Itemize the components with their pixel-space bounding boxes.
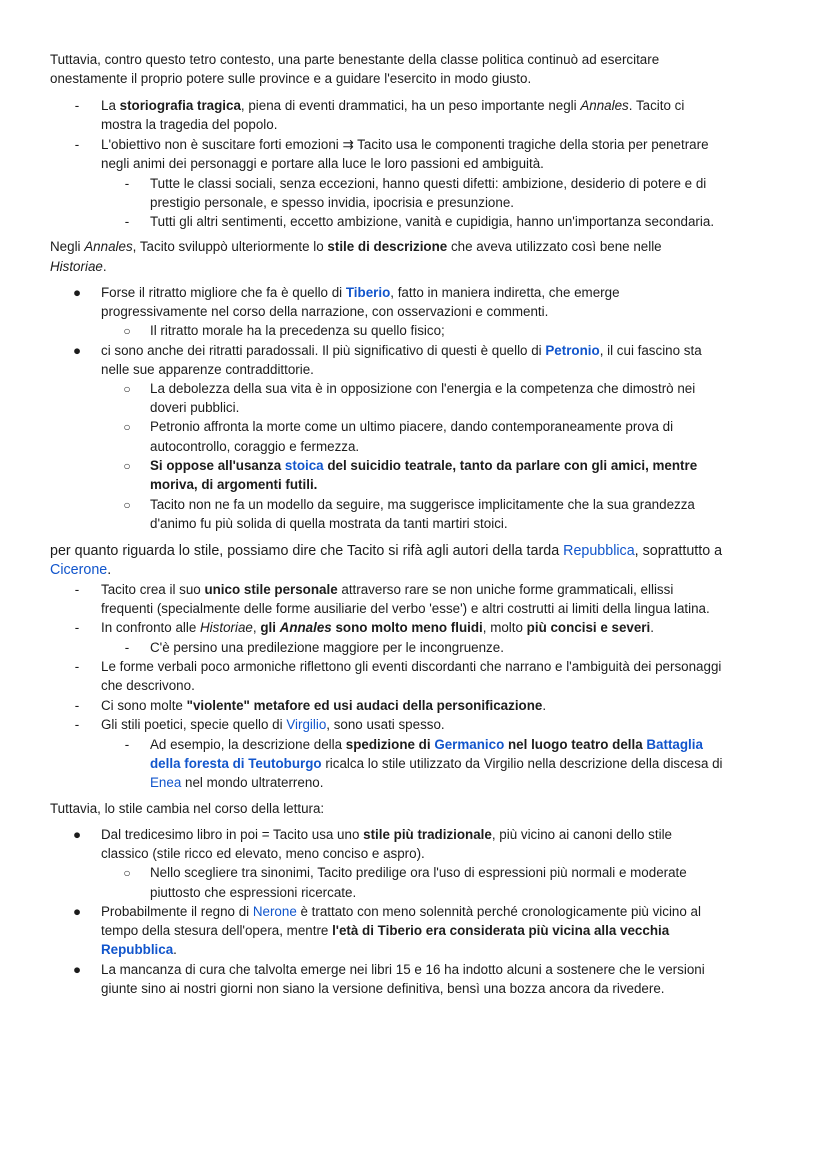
- bold-term: storiografia tragica: [119, 98, 241, 113]
- sub-list-item: Tacito non ne fa un modello da seguire, ma suggerisce implicitamente che la sua grandezza: [150, 497, 695, 512]
- circle-marker: ○: [123, 498, 131, 512]
- text-line: nelle sue apparenze contraddittorie.: [101, 362, 314, 377]
- cicerone-link[interactable]: Cicerone: [50, 562, 108, 578]
- germanico-link[interactable]: Germanico: [434, 737, 505, 752]
- battaglia-link[interactable]: Battaglia: [646, 737, 703, 752]
- list-item: L'obiettivo non è suscitare forti emozioni ⇉ Tacito usa le componenti tragiche della storia per penetrare: [101, 137, 709, 152]
- circle-marker: ○: [123, 866, 131, 880]
- bullet-marker: ●: [72, 343, 82, 358]
- circle-marker: ○: [123, 420, 131, 434]
- tiberio-link[interactable]: Tiberio: [345, 285, 391, 300]
- text-line: piuttosto che espressioni ricercate.: [150, 885, 357, 900]
- dash-marker: -: [74, 137, 80, 152]
- text-line: Historiae.: [50, 259, 107, 274]
- sub-list-item: Si oppose all'usanza stoica del suicidio teatrale, tanto da parlare con gli amici, mentre: [150, 458, 698, 473]
- dash-marker: -: [74, 698, 80, 713]
- bullet-marker: ●: [72, 904, 82, 919]
- text-line: Repubblica.: [101, 942, 177, 957]
- list-item: Gli stili poetici, specie quello di Virgilio, sono usati spesso.: [101, 717, 445, 732]
- bullet-marker: ●: [72, 285, 82, 300]
- sub-list-item: Petronio affronta la morte come un ultimo piacere, dando contemporaneamente prova di: [150, 419, 674, 434]
- bold-term: l'età di Tiberio era considerata più vicina alla vecchia: [332, 923, 670, 938]
- sub-list-item: Il ritratto morale ha la precedenza su quello fisico;: [150, 323, 445, 338]
- text-line: Enea nel mondo ultraterreno.: [150, 775, 324, 790]
- circle-marker: ○: [123, 459, 131, 473]
- italic-title: Annales: [279, 620, 332, 635]
- text-line: tempo della stesura dell'opera, mentre l'età di Tiberio era considerata più vicina alla vecchia: [101, 923, 670, 938]
- list-item: La storiografia tragica, piena di eventi drammatici, ha un peso importante negli Annales. Tacito ci: [101, 98, 685, 113]
- text-line: prestigio personale, e spesso invidia, ipocrisia e presunzione.: [150, 195, 514, 210]
- dash-marker: -: [74, 659, 80, 674]
- text-line: giunte sino ai nostri giorni non siano la versione definitiva, bensì una bozza ancora da rivedere.: [101, 981, 665, 996]
- italic-title: Historiae: [200, 620, 253, 635]
- repubblica-link[interactable]: Repubblica: [563, 543, 635, 559]
- sub-list-item: Ad esempio, la descrizione della spedizione di Germanico nel luogo teatro della Battaglia: [150, 737, 703, 752]
- bullet-marker: ●: [72, 827, 82, 842]
- text-line: per quanto riguarda lo stile, possiamo dire che Tacito si rifà agli autori della tarda Repubblica, soprattutto a: [50, 543, 723, 559]
- text-line: mostra la tragedia del popolo.: [101, 117, 278, 132]
- text-line: onestamente il proprio potere sulle province e a guidare l'esercito in modo giusto.: [50, 71, 532, 86]
- dash-marker: -: [74, 717, 80, 732]
- text-line: doveri pubblici.: [150, 400, 240, 415]
- text-line: Tuttavia, lo stile cambia nel corso della lettura:: [50, 801, 325, 816]
- sub-list-item: Tutti gli altri sentimenti, eccetto ambizione, vanità e cupidigia, hanno un'importanza secondaria.: [150, 214, 715, 229]
- dash-marker: -: [74, 620, 80, 635]
- list-item: Ci sono molte "violente" metafore ed usi audaci della personificazione.: [101, 698, 547, 713]
- italic-title: Historiae: [50, 259, 103, 274]
- text-line: frequenti (specialmente delle forme ausiliarie del verbo 'esse') e altri costrutti ai limiti della lingua latina.: [101, 601, 710, 616]
- dash-marker: -: [124, 737, 130, 752]
- italic-title: Annales: [84, 239, 133, 254]
- bullet-marker: ●: [72, 962, 82, 977]
- sub-list-item: Nello scegliere tra sinonimi, Tacito predilige ora l'uso di espressioni più normali e moderate: [150, 865, 687, 880]
- text-line: che descrivono.: [101, 678, 195, 693]
- sub-list-item: Tutte le classi sociali, senza eccezioni, hanno questi difetti: ambizione, desiderio di potere e di: [150, 176, 707, 191]
- circle-marker: ○: [123, 324, 131, 338]
- list-item: Forse il ritratto migliore che fa è quello di Tiberio, fatto in maniera indiretta, che emerge: [101, 285, 620, 300]
- repubblica-bold-link[interactable]: Repubblica: [101, 942, 174, 957]
- stoica-link[interactable]: stoica: [284, 458, 324, 473]
- bold-term: stile più tradizionale: [363, 827, 492, 842]
- text-line: autocontrollo, coraggio e fermezza.: [150, 439, 360, 454]
- sub-list-item: C'è persino una predilezione maggiore per le incongruenze.: [150, 640, 504, 655]
- list-item: ci sono anche dei ritratti paradossali. Il più significativo di questi è quello di Petronio, il cui fascino sta: [101, 343, 702, 358]
- text-line: moriva, di argomenti futili.: [150, 477, 318, 492]
- text-line: della foresta di Teutoburgo ricalca lo stile utilizzato da Virgilio nella descrizione della discesa di: [150, 756, 723, 771]
- petronio-link[interactable]: Petronio: [545, 343, 600, 358]
- list-item: Dal tredicesimo libro in poi = Tacito usa uno stile più tradizionale, più vicino ai canoni dello stile: [101, 827, 672, 842]
- bold-term: unico stile personale: [204, 582, 338, 597]
- text-line: d'animo fu più solida di quella mostrata da tanti martiri stoici.: [150, 516, 508, 531]
- text-line: negli animi dei personaggi e portare alla luce le loro passioni ed ambiguità.: [101, 156, 544, 171]
- nerone-link[interactable]: Nerone: [252, 904, 297, 919]
- text-line: Negli Annales, Tacito sviluppò ulteriormente lo stile di descrizione che aveva utilizzato così bene nelle: [50, 239, 662, 254]
- text-line: progressivamente nel corso della narrazione, con osservazioni e commenti.: [101, 304, 549, 319]
- enea-link[interactable]: Enea: [150, 775, 182, 790]
- list-item: La mancanza di cura che talvolta emerge nei libri 15 e 16 ha indotto alcuni a sostenere che le versioni: [101, 962, 705, 977]
- list-item: Probabilmente il regno di Nerone è trattato con meno solennità perché cronologicamente più vicino al: [101, 904, 701, 919]
- sub-list-item: La debolezza della sua vita è in opposizione con l'energia e la competenza che dimostrò nei: [150, 381, 696, 396]
- list-item: In confronto alle Historiae, gli Annales sono molto meno fluidi, molto più concisi e severi.: [101, 620, 654, 635]
- text-line: classico (stile ricco ed elevato, meno conciso e aspro).: [101, 846, 425, 861]
- circle-marker: ○: [123, 382, 131, 396]
- bold-term: "violente" metafore ed usi audaci della personificazione: [186, 698, 543, 713]
- dash-marker: -: [74, 98, 80, 113]
- list-item: Tacito crea il suo unico stile personale attraverso rare se non uniche forme grammaticali, ellissi: [101, 582, 674, 597]
- dash-marker: -: [124, 214, 130, 229]
- italic-title: Annales: [580, 98, 629, 113]
- list-item: Le forme verbali poco armoniche riflettono gli eventi discordanti che narrano e l'ambiguità dei personaggi: [101, 659, 722, 674]
- text-line: Tuttavia, contro questo tetro contesto, una parte benestante della classe politica continuò ad esercitare: [50, 52, 660, 67]
- text-line: Cicerone.: [50, 562, 112, 578]
- bold-term: stile di descrizione: [327, 239, 448, 254]
- virgilio-link[interactable]: Virgilio: [286, 717, 327, 732]
- dash-marker: -: [124, 640, 130, 655]
- teutoburgo-link[interactable]: della foresta di Teutoburgo: [150, 756, 322, 771]
- dash-marker: -: [124, 176, 130, 191]
- dash-marker: -: [74, 582, 80, 597]
